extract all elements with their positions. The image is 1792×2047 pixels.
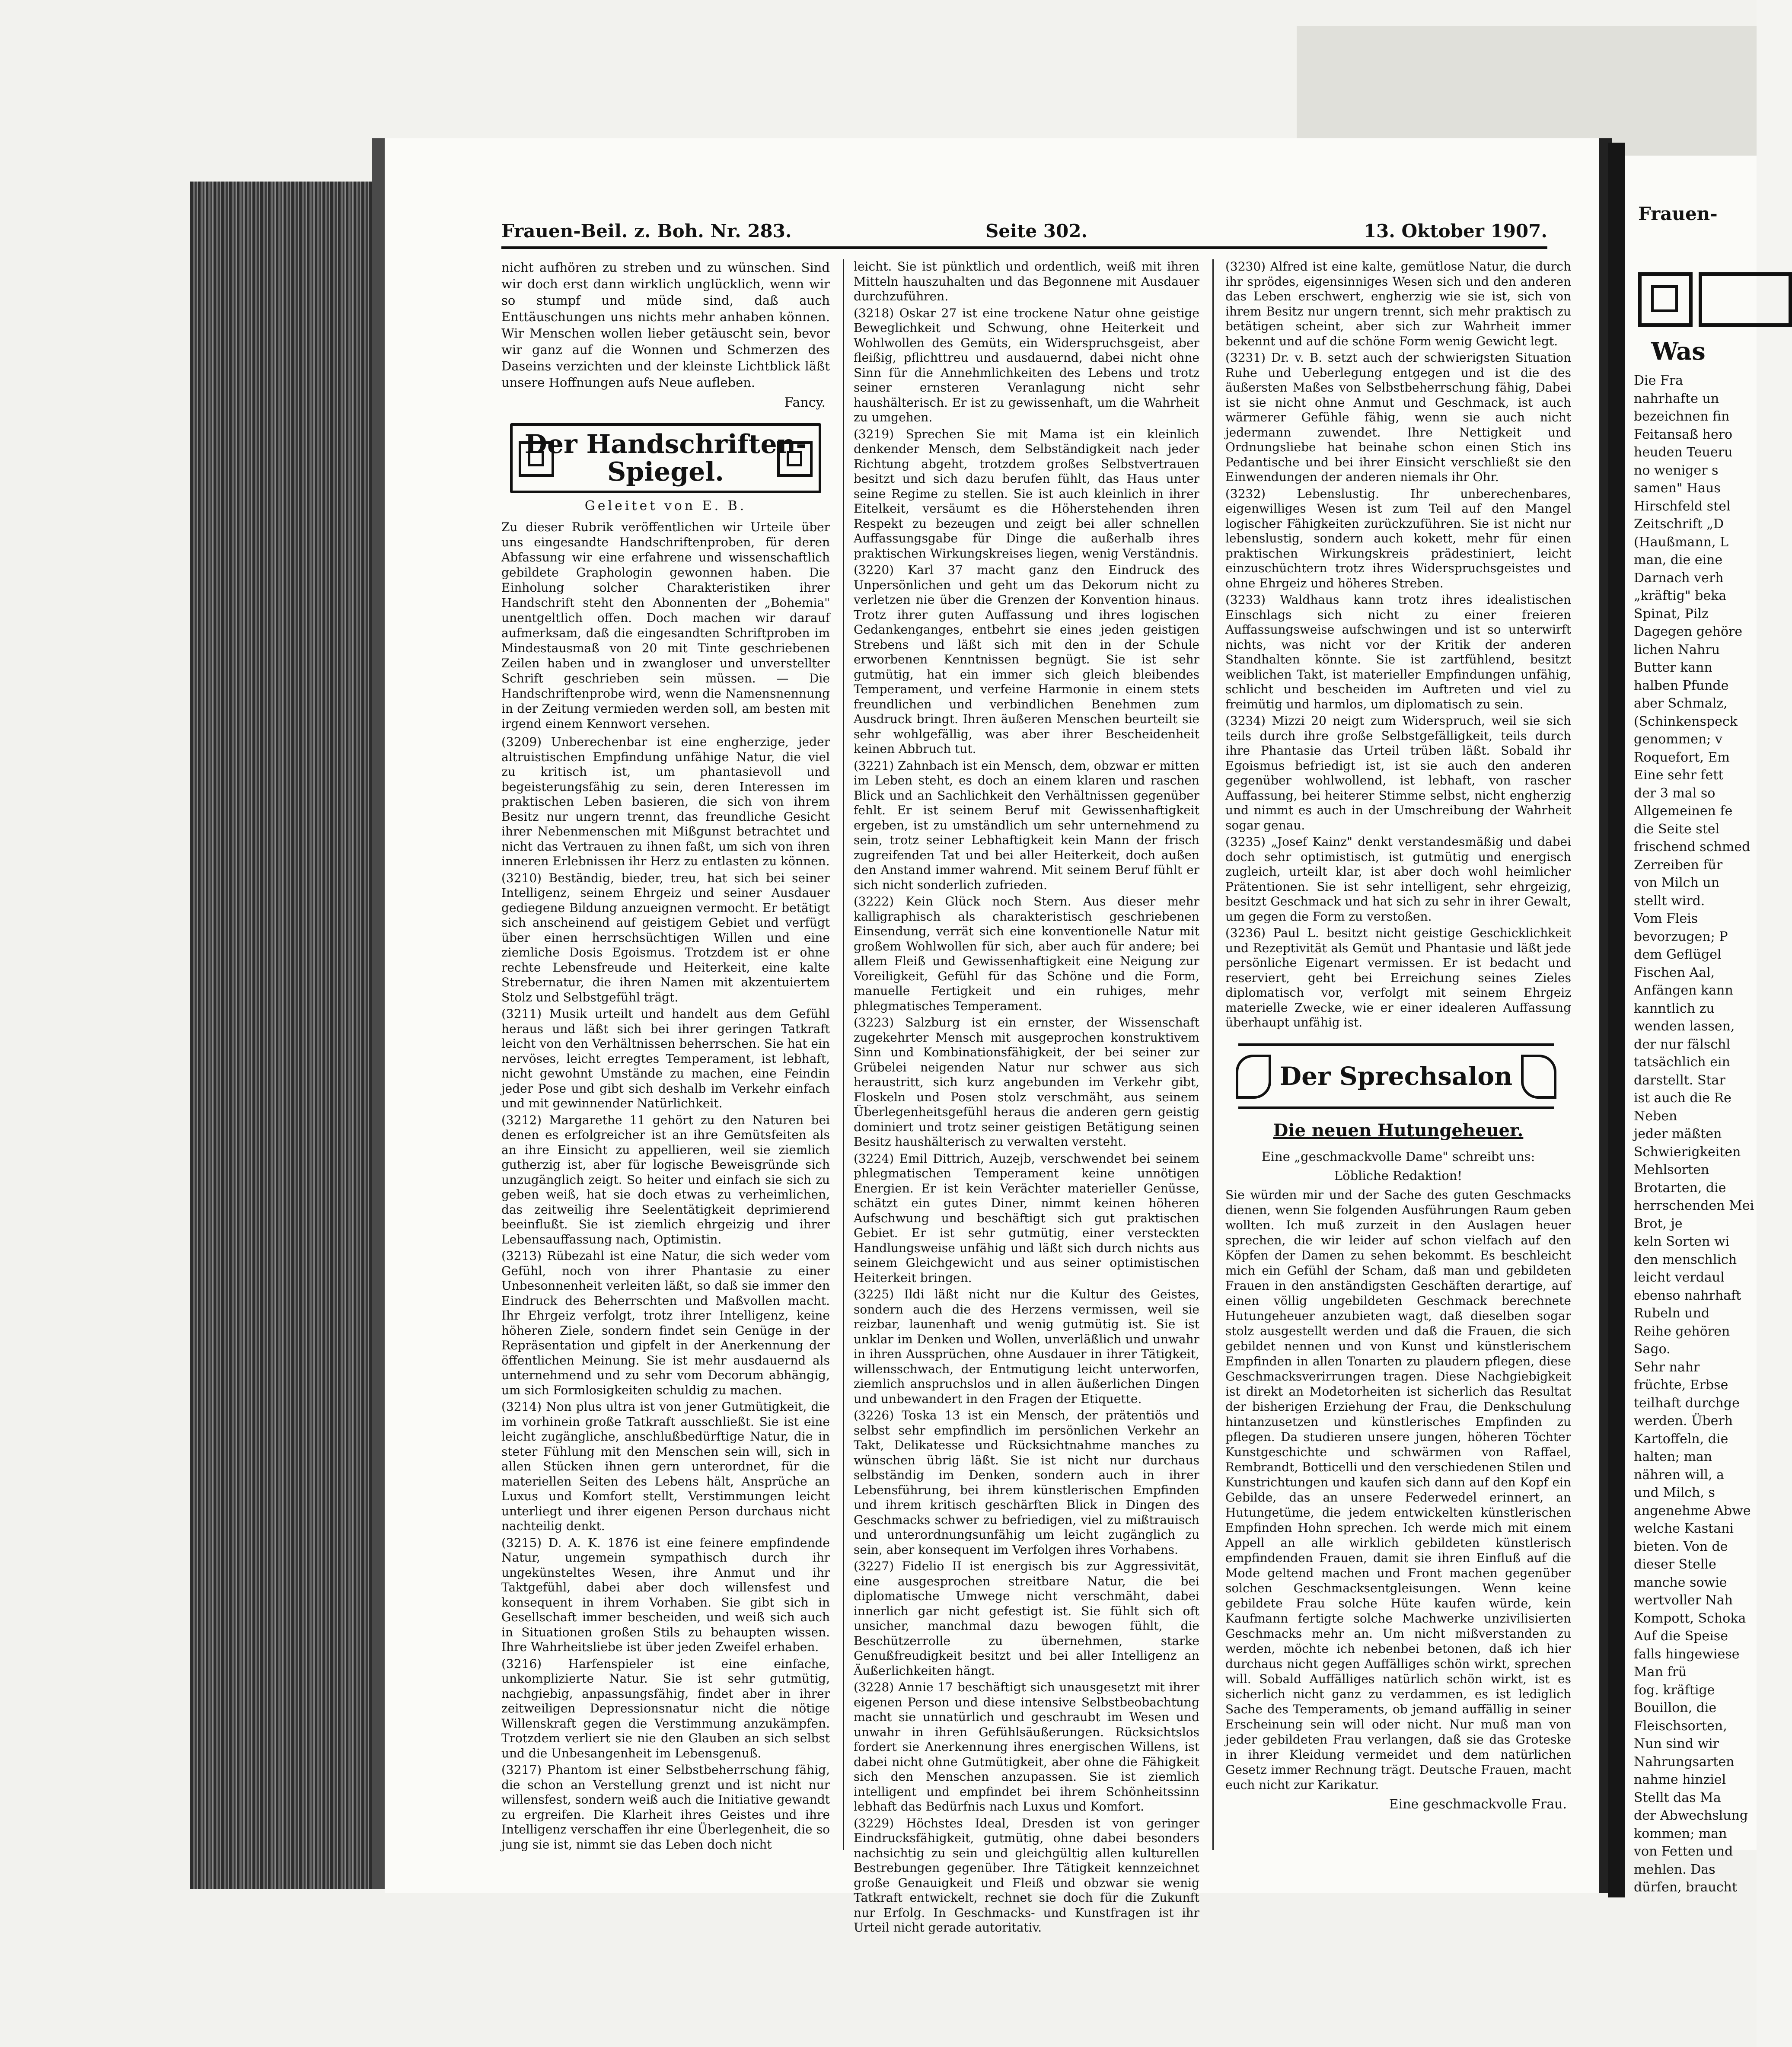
graphology-entry: (3209) Unberechenbar ist eine engherzige, jeder altruistischen Empfindung unfähige Natur, die viel zu kritisch ist, um phantasievoll und begeisterungsfähig zu sein, deren Interessen im praktischen Leben basieren, die sich von ihrem Besitz nur ungern trennt, das freundliche Gesicht ihrer Nebenmenschen mit Mißgunst betrachtet und nicht das Vertrauen zu ihnen faßt, um sich von ihren inneren Erlebnissen ihr Herz zu entlasten zu können. (501, 735, 830, 868)
text-line: Spinat, Pilz (1634, 606, 1709, 622)
graphology-entry: (3231) Dr. v. B. setzt auch der schwierigsten Situation Ruhe und Ueberlegung entgegen und ist die des äußersten Maßes von Selbstbeherrschung fähig, Dabei ist sie nicht ohne Anmut und Geschmack, ist auch wärmerer Gefühle fähig, wenn sie auch nicht jedermann zuwendet. Ihre Nettigkeit und Ordnungsliebe hat beinahe schon einen Stich ins Pedantische und bei ihrer Einsicht verschließt sie den Einwendungen der anderen niemals ihr Ohr. (1225, 351, 1571, 484)
ornament-icon (519, 441, 554, 477)
text-line: Brot, je (1634, 1216, 1683, 1231)
graphology-entry: (3228) Annie 17 beschäftigt sich unausgesetzt mit ihrer eigenen Person und diese intensive Selbstbeobachtung macht sie unnatürlich und geschraubt im Wesen und unwahr in ihren Gefühlsäußerungen. Rücksichtslos fordert sie Anerkennung ihres energischen Willens, ist dabei nicht ohne Gutmütigkeit, aber ohne die Fähigkeit sich den Menschen anzupassen. Sie ist ziemlich intelligent und empfindet bei ihrem Schönheitssinn lebhaft das Bedürfnis nach Luxus und Komfort. (854, 1680, 1199, 1814)
column-3 (1225, 259, 1571, 1891)
graphology-entry: (3226) Toska 13 ist ein Mensch, der prätentiös und selbst sehr empfindlich im persönlichen Verkehr an Takt, Delikatesse und Rücksichtnahme manches zu wünschen übrig läßt. Sie ist nicht nur durchaus selbständig im Denken, sondern auch in ihrer Lebensführung, bei ihrem künstlerischen Empfinden und ihrem kritisch geschärften Blick in Dingen des Geschmacks schwer zu befriedigen, viel zu mißtrauisch und unterordnungsunfähig um leicht zugänglich zu sein, aber konsequent im Verfolgen ihres Vorhabens. (854, 1408, 1199, 1557)
text-line: dem Geflügel (1634, 947, 1722, 962)
graphology-entry: (3225) Ildi läßt nicht nur die Kultur des Geistes, sondern auch die des Herzens vermissen, weil sie reizbar, launenhaft und wenig gutmütig ist. Sie ist unklar im Denken und Wollen, unverläßlich und unwahr in ihren Aussprüchen, ohne Ausdauer in ihrer Tätigkeit, willensschwach, der Entmutigung leicht unterworfen, ziemlich anspruchslos und in allen äußerlichen Dingen und unbewandert in den Fragen der Etiquette. (854, 1287, 1199, 1406)
sprechsalon-heading: Der Sprechsalon (1279, 1061, 1513, 1091)
graphology-entry: (3218) Oskar 27 ist eine trockene Natur ohne geistige Beweglichkeit und Schwung, ohne Heiterkeit und Wohlwollen des Gemüts, ein Widerspruchsgeist, aber fleißig, pflichttreu und ausdauernd, dabei nicht ohne Sinn für die Annehmlichkeiten des Lebens und trotz seiner ernsteren Veranlagung nicht sehr haushälterisch. Er ist zu gewissenhaft, um die Wahrheit zu umgehen. (854, 306, 1199, 424)
text-line: (Schinkenspeck (1634, 714, 1738, 729)
graphology-entry: (3229) Höchstes Ideal, Dresden ist von geringer Eindrucksfähigkeit, gutmütig, ohne dabei besonders nachsichtig zu sein und gleichgültig allen kulturellen Bestrebungen gegenüber. Ihre Tätigkeit kennzeichnet große Genauigkeit und Fleiß und obzwar sie wenig Tatkraft entwickelt, rechnet sie doch für die Zukunft nur Erfolg. In Geschmacks- und Kunstfragen ist ihr Urteil nicht gerade autoritativ. (854, 1816, 1199, 1935)
text-line: heuden Teueru (1634, 445, 1733, 460)
graphology-entry: (3235) „Josef Kainz" denkt verstandesmäßig und dabei doch sehr optimistisch, ist gutmütig und energisch zugleich, urteilt klar, ist aber doch wohl heimlicher Prätentionen. Sie ist sehr intelligent, sehr ehrgeizig, besitzt Geschmack und hat sich zu sehr in ihrer Gewalt, um gegen die Form zu verstoßen. (1225, 835, 1571, 924)
text-line: leicht verdaul (1634, 1270, 1725, 1285)
text-line: bevorzugen; P (1634, 929, 1728, 944)
text-line: lichen Nahru (1634, 642, 1720, 657)
text-line: samen" Haus (1634, 481, 1721, 496)
text-line: der 3 mal so (1634, 785, 1715, 801)
column-1 (501, 259, 830, 1891)
graphology-entry: (3210) Beständig, bieder, treu, hat sich bei seiner Intelligenz, seinem Ehrgeiz und seiner Ausdauer gediegene Bildung anzueignen vermocht. Er betätigt sich anscheinend auf geistigem Gebiet und verfügt über einen herrschsüchtigen Willen und eine ziemliche Dosis Egoismus. Trotzdem ist er ohne rechte Lebensfreude und Heiterkeit, eine kalte Strebernatur, die ihren Namen mit akzentuiertem Stolz und Selbstgefühl trägt. (501, 870, 830, 1004)
graphology-entry: (3215) D. A. K. 1876 ist eine feinere empfindende Natur, ungemein sympathisch durch ihr ungekünsteltes Wesen, ihre Anmut und ihr Taktgefühl, dabei aber doch willensfest und konsequent in ihrem Vorhaben. Sie gibt sich in Gesellschaft immer bescheiden, und weiß sich auch in Situationen großen Stils zu behaupten wissen. Ihre Wahrheitsliebe ist über jeden Zweifel erhaben. (501, 1535, 830, 1654)
article-body: Sie würden mir und der Sache des guten Geschmacks dienen, wenn Sie folgenden Ausführungen Raum geben wollten. Ich muß zurzeit in den Auslagen heuer sprechen, die wir leider auf schon vielfach auf den Köpfen der Damen zu sehen bekommt. Es beschleicht mich ein Gefühl der Scham, daß man und gebildeten Frauen in den anständigsten Geschäften derartige, auf einen völlig ungebildeten Geschmack berechnete Hutungeheuer anzubieten wagt, daß dieselben sogar stolz ausgestellt werden und daß die Frauen, die sich gebildet nennen und von Kunst und künstlerischem Empfinden in allen Tonarten zu plaudern pflegen, diese Geschmacksverirrungen tragen. Diese Nachgiebigkeit ist direkt an Modetorheiten ist sicherlich das Resultat der bisherigen Erziehung der Frau, die Denkschulung hintanzusetzen und künstlerisches Empfinden zu pflegen. Da studieren unsere jungen, höheren Töchter Kunstgeschichte und schwärmen von Raffael, Rembrandt, Botticelli und den verschiedenen Stilen und Kunstrichtungen und kaufen sich dann auf den Kopf ein Gebilde, das an unsere Federwedel erinnert, an Hutungetüme, die jedem entwickelten künstlerischen Empfinden Hohn sprechen. Ich werde mich mit einem Appell an alle wirklich gebildeten künstlerisch empfindenden Frauen, damit sie ihren Einfluß auf die Mode geltend machen und Front machen gegenüber solchen Geschmacksentgleisungen. Wenn keine gebildete Frau solche Hüte kaufen würde, kein Kaufmann fertigte solche Machwerke unzivilisierten Geschmacks mehr an. Um nicht mißverstanden zu werden, möchte ich nebenbei betonen, daß ich hier durchaus nicht gegen Auffälliges schön wirkt, sprechen will. Sobald Auffälliges natürlich schön wirkt, ist es sicherlich nicht ganz zu verdammen, es ist lediglich Sache des Temperaments, ob jemand auffällig in seiner Erscheinung sein will oder nicht. Nur muß man von jeder gebildeten Frau verlangen, daß sie das Groteske in ihrer Kleidung vermeidet und dem natürlichen Gesetz immer Rechnung trägt. Deutsche Frauen, macht euch nicht zur Karikatur. (1225, 1187, 1571, 1792)
book-binding-edge (190, 182, 380, 1889)
text-line: falls hingewiese (1634, 1646, 1740, 1662)
author-signature: Fancy. (784, 395, 826, 410)
graphology-entry: (3221) Zahnbach ist ein Mensch, dem, obzwar er mitten im Leben steht, es doch an einem klaren und raschen Blick und an Sachlichkeit den Verhältnissen gegenüber fehlt. Er ist seinem Beruf mit Gewissenhaftigkeit ergeben, ist zu umständlich um sehr unternehmend zu sein, trotz seiner Lebhaftigkeit kein Mann der frisch zugreifenden Tat und bei aller Heiterkeit, doch außen den Anstand immer wahrend. Mit seinem Beruf fühlt er sich nicht sonderlich zufrieden. (854, 758, 1199, 892)
graphology-entry: (3236) Paul L. besitzt nicht geistige Geschicklichkeit und Rezeptivität als Gemüt und Phantasie und läßt jede persönliche Eigenart vermissen. Er ist bedacht und reserviert, geht bei Erreichung seines Zieles diplomatisch vor, verfolgt mit seinem Ehrgeiz materielle Zwecke, wie er einer idealeren Auffassung überhaupt unfähig ist. (1225, 926, 1571, 1030)
text-line: Sago. (1634, 1342, 1671, 1357)
text-line: kommen; man (1634, 1826, 1727, 1841)
graphology-entry: (3219) Sprechen Sie mit Mama ist ein kleinlich denkender Mensch, dem Selbständigkeit nach jeder Richtung abgeht, trotzdem großes Selbstvertrauen besitzt und sich dazu berufen fühlt, das Haus unter seine Regime zu stellen. Sie ist auch kleinlich in ihrer Eitelkeit, versäumt es die Höherstehenden ihren Respekt zu bezeugen und zeigt bei aller schnellen Auffassungsgabe für Dinge die außerhalb ihres praktischen Wirkungskreises liegen, wenig Verständnis. (854, 427, 1199, 561)
intro-paragraph: nicht aufhören zu streben und zu wünschen. Sind wir doch erst dann wirklich unglücklich, wenn wir so stumpf und müde sind, daß auch Enttäuschungen uns nichts mehr anhaben können. Wir Menschen wollen lieber getäuscht sein, bevor wir ganz auf die Wonnen und Schmerzen des Daseins verzichten und der kleinste Lichtblick läßt unsere Hoffnungen aufs Neue aufleben. (501, 260, 830, 390)
article-title: Die neuen Hutungeheuer. (1273, 1120, 1524, 1141)
text-line: Roquefort, Em (1634, 749, 1730, 765)
text-line: Anfängen kann (1634, 983, 1733, 998)
adjacent-page (1625, 156, 1757, 1895)
text-line: Kartoffeln, die (1634, 1431, 1728, 1447)
text-line: dieser Stelle (1634, 1557, 1716, 1572)
text-line: (Haußmann, L (1634, 534, 1729, 550)
graphology-entry: (3211) Musik urteilt und handelt aus dem Gefühl heraus und läßt sich bei ihrer geringen Tatkraft leicht von den Verhältnissen beherrschen. Sie hat ein nervöses, leicht erregtes Temperament, ist lebhaft, nicht gewohnt Umstände zu machen, eine Feindin jeder Pose und gibt sich deshalb im Verkehr einfach und mit gewinnender Natürlichkeit. (501, 1007, 830, 1110)
text-line: ist auch die Re (1634, 1090, 1731, 1106)
text-line: der Abwechslung (1634, 1808, 1748, 1823)
text-line: werden. Überh (1634, 1413, 1733, 1428)
text-line: Auf die Speise (1634, 1629, 1728, 1644)
text-line: Butter kann (1634, 660, 1712, 675)
text-line: Nun sind wir (1634, 1736, 1719, 1751)
graphology-entry: (3222) Kein Glück noch Stern. Aus dieser mehr kalligraphisch als charakteristisch geschriebenen Einsendung, verrät sich eine konventionelle Natur mit großem Wohlwollen für sich, aber auch für andere; bei allem Fleiß und Gewissenhaftigkeit eine Neigung zur Voreiligkeit, Gefühl für das Schöne und die Form, manuelle Fertigkeit und ein ruhiges, mehr phlegmatisches Temperament. (854, 894, 1199, 1013)
page-spine (1608, 143, 1625, 1897)
text-line: stellt wird. (1634, 893, 1705, 909)
text-line: den menschlich (1634, 1252, 1737, 1267)
graphology-entry: (3224) Emil Dittrich, Auzejb, verschwendet bei seinem phlegmatischen Temperament keine unnötigen Energien. Er ist kein Verächter materieller Genüsse, schätzt ein gutes Diner, nimmt keinen höheren Aufschwung und beschäftigt sich gut praktischen Gebiet. Er ist sehr gutmütig, einer versteckten Handlungsweise unfähig und läßt sich durch nichts aus seinem Gleichgewicht und aus seiner optimistischen Heiterkeit bringen. (854, 1151, 1199, 1285)
text-line: aber Schmalz, (1634, 696, 1728, 711)
text-line: mehlen. Das (1634, 1862, 1715, 1877)
text-line: manche sowie (1634, 1575, 1727, 1590)
text-line: Darnach verh (1634, 570, 1724, 586)
text-line: Zerreiben für (1634, 857, 1723, 873)
column-rule (1212, 259, 1214, 1850)
text-line: kanntlich zu (1634, 1001, 1715, 1016)
text-line: früchte, Erbse (1634, 1377, 1728, 1393)
text-line: und Milch, s (1634, 1485, 1715, 1500)
section-byline: Geleitet von E. B. (584, 498, 747, 513)
adjacent-page-header: Frauen- (1638, 203, 1718, 224)
graphology-entry: (3232) Lebenslustig. Ihr unberechenbares, eigenwilliges Wesen ist zum Teil auf den Mangel logischer Fähigkeiten zurückzuführen. Sie ist nicht nur lebenslustig, sondern auch kokett, mehr für einen praktischen Wirkungskreis prädestiniert, leicht einzuschüchtern trotz ihres Widerspruchsgeistes und ohne Ehrgeiz und höheres Streben. (1225, 486, 1571, 590)
ornament-icon (1236, 1055, 1271, 1099)
article-intro: Eine „geschmackvolle Dame" schreibt uns: (1261, 1149, 1535, 1164)
article-signature: Eine geschmackvolle Frau. (1389, 1796, 1567, 1812)
text-line: nahme hinziel (1634, 1772, 1726, 1787)
text-line: Allgemeinen fe (1634, 803, 1733, 819)
text-line: man, die eine (1634, 552, 1723, 568)
text-line: Vom Fleis (1634, 911, 1698, 926)
text-line: die Seite stel (1634, 821, 1720, 837)
text-line: Feitansaß hero (1634, 427, 1733, 442)
text-line: no weniger s (1634, 462, 1719, 478)
column-2 (854, 259, 1199, 1935)
entry-list (501, 735, 830, 1852)
text-line: Sehr nahr (1634, 1359, 1700, 1375)
section-heading: Der Handschriften-Spiegel. (524, 429, 807, 487)
text-line: tatsächlich ein (1634, 1055, 1730, 1070)
text-line: Stellt das Ma (1634, 1790, 1721, 1805)
ornament-icon (1699, 272, 1792, 327)
text-line: teilhaft durchge (1634, 1395, 1740, 1411)
text-line: Eine sehr fett (1634, 768, 1724, 783)
entry-list (1225, 259, 1571, 1030)
column-rule (843, 259, 844, 1850)
text-line: bezeichnen fin (1634, 409, 1730, 424)
ornament-icon (1521, 1055, 1556, 1099)
graphology-entry: (3234) Mizzi 20 neigt zum Widerspruch, weil sie sich teils durch ihre große Selbstgefälligkeit, teils durch ihre Phantasie das Urteil trüben läßt. Sobald ihr Egoismus befriedigt ist, ist sie auch den anderen gegenüber wohlwollend, ist lebhaft, von rascher Auffassung, bei heiterer Stimme selbst, nicht engherzig und nimmt es auch in der Umschreibung der Wahrheit sogar genau. (1225, 714, 1571, 832)
graphology-entry: (3233) Waldhaus kann trotz ihres idealistischen Einschlags sich nicht zu einer freieren Auffassungsweise aufschwingen und ist so unterwirft nichts, was nicht vor der Kritik der anderen Standhalten könnte. Sie ist zartfühlend, besitzt weiblichen Takt, ist materieller Empfindungen unfähig, schlicht und bescheiden im Auftreten und viel zu freimütig und harmlos, um diplomatisch zu sein. (1225, 593, 1571, 711)
text-line: dürfen, braucht (1634, 1880, 1738, 1895)
entry-list (854, 259, 1199, 1935)
text-line: Dagegen gehöre (1634, 624, 1743, 639)
text-line: Neben (1634, 1108, 1677, 1124)
text-line: der nur fälschl (1634, 1036, 1731, 1052)
text-line: Rubeln und (1634, 1306, 1710, 1321)
text-line: Kompott, Schoka (1634, 1610, 1746, 1626)
text-line: „kräftig" beka (1634, 588, 1727, 603)
adjacent-page-title: Was (1651, 337, 1706, 366)
graphology-entry: (3230) Alfred ist eine kalte, gemütlose Natur, die durch ihr sprödes, eigensinniges Wesen sich und den anderen das Leben erschwert, engherzig wie sie ist, sich von ihrem Besitz nur ungern trennt, sich mehr praktisch zu betätigen scheint, aber sich zur Wahrheit immer bekennt und auf die schöne Form wenig Gewicht legt. (1225, 259, 1571, 348)
text-line: fog. kräftige (1634, 1682, 1715, 1698)
text-line: keln Sorten wi (1634, 1234, 1730, 1249)
adjacent-page-text (1634, 372, 1755, 1897)
text-line: Brotarten, die (1634, 1180, 1726, 1196)
graphology-entry: (3213) Rübezahl ist eine Natur, die sich weder vom Gefühl, noch von ihrer Phantasie zu einer Unbesonnenheit verleiten läßt, so daß sie immer den Eindruck des Beherrschten und Maßvollen macht. Ihr Ehrgeiz verfolgt, trotz ihrer Intelligenz, keine höheren Ziele, sondern findet sein Genüge in der Repräsentation und gipfelt in der Anerkennung der öffentlichen Meinung. Sie ist mehr ausdauernd als unternehmend und zu sehr vom Decorum abhängig, um sich Formlosigkeiten schuldig zu machen. (501, 1249, 830, 1397)
header-publication: Frauen-Beil. z. Boh. Nr. 283. (501, 220, 792, 242)
text-line: nähren will, a (1634, 1467, 1724, 1483)
text-line: Zeitschrift „D (1634, 517, 1724, 532)
ornament-icon (777, 441, 813, 477)
graphology-entry: (3220) Karl 37 macht ganz den Eindruck des Unpersönlichen und geht um das Dekorum nicht zu verletzen nie über die Grenzen der Konvention hinaus. Trotz ihrer guten Auffassung und ihres logischen Gedankenganges, entbehrt sie eines jeden geistigen Strebens und läßt sich mit den in der Schule erworbenen Kenntnissen begnügt. Sie ist sehr gutmütig, hat ein immer sich gleich bleibendes Temperament, und verfeine Harmonie in einem stets freundlichen und verbindlichen Benehmen zum Ausdruck bringt. Ihren äußeren Menschen beurteilt sie sehr wohlgefällig, was aber ihrer Bescheidenheit keinen Abbruch tut. (854, 563, 1199, 756)
text-line: Reihe gehören (1634, 1323, 1730, 1339)
text-line: Nahrungsarten (1634, 1754, 1735, 1770)
text-line: herrschenden Mei (1634, 1198, 1754, 1213)
header-page-number: Seite 302. (985, 220, 1088, 242)
graphology-entry: (3223) Salzburg ist ein ernster, der Wissenschaft zugekehrter Mensch mit ausgeprochen konstruktivem Sinn und Kombinationsfähigkeit, der bei seiner zur Grübelei neigenden Natur nur schwer aus sich heraustritt, sich kurz angebunden im Verkehr gibt, Floskeln und Posen stolz verschmäht, aus seinem Überlegenheitsgefühl heraus die anderen gern geistig dominiert und trotz seiner geistigen Betätigung seinen Besitz haushälterisch zu verwalten versteht. (854, 1015, 1199, 1149)
graphology-entry: (3212) Margarethe 11 gehört zu den Naturen bei denen es erfolgreicher ist an ihre Gemütsfeiten als an ihre Einsicht zu appellieren, weil sie ziemlich gutherzig ist, aber für logische Beweisgründe sich unzugänglich zeigt. So heiter und einfach sie sich zu geben weiß, hat sie doch etwas zu verheimlichen, das zeitweilig ihre Seelentätigkeit deprimierend beeinflußt. Sie ist ziemlich ehrgeizig und ihrer Lebensauffassung nach, Optimistin. (501, 1113, 830, 1247)
text-line: ebenso nahrhaft (1634, 1288, 1741, 1303)
text-line: wenden lassen, (1634, 1019, 1735, 1034)
rubric-rules: Zu dieser Rubrik veröffentlichen wir Urteile über uns eingesandte Handschriftenproben, für deren Abfassung wir eine erfahrene und wissenschaftlich gebildete Graphologin gewonnen haben. Die Einholung solcher Charakteristiken ihrer Handschrift steht den Abonnenten der „Bohemia" unentgeltlich offen. Doch machen wir darauf aufmerksam, daß die eingesandten Schriftproben im Mindestausmaß von 20 mit Tinte geschriebenen Zeilen haben und in zwangloser und unverstellter Schrift geschrieben sein müssen. — Die Handschriftenprobe wird, wenn die Namensnennung in der Zeitung vermieden werden soll, am besten mit irgend einem Kennwort versehen. (501, 520, 830, 731)
text-line: Man frü (1634, 1664, 1687, 1680)
header-date: 13. Oktober 1907. (1363, 220, 1547, 242)
text-line: Fischen Aal, (1634, 965, 1715, 980)
graphology-entry: leicht. Sie ist pünktlich und ordentlich, weiß mit ihren Mitteln hauszuhalten und das Begonnene mit Ausdauer durchzuführen. (854, 259, 1199, 303)
article-salutation: Löbliche Redaktion! (1334, 1168, 1463, 1183)
text-line: von Milch un (1634, 875, 1720, 890)
text-line: genommen; v (1634, 732, 1722, 747)
text-line: von Fetten und (1634, 1844, 1733, 1859)
graphology-entry: (3227) Fidelio II ist energisch bis zur Aggressivität, eine ausgesprochen streitbare Natur, die bei diplomatische Umwege nicht verschmäht, dabei innerlich gar nicht gefestigt ist. Sie fühlt sich oft unsicher, manchmal dazu bewogen fühlt, die Beschützerrolle zu übernehmen, starke Genußfreudigkeit besitzt und bei aller Intelligenz an Äußerlichkeiten hängt. (854, 1559, 1199, 1678)
text-line: halten; man (1634, 1449, 1712, 1464)
text-line: Die Fra (1634, 373, 1683, 388)
text-line: Bouillon, die (1634, 1700, 1717, 1715)
text-line: wertvoller Nah (1634, 1593, 1733, 1608)
sprechsalon-heading-box (1238, 1043, 1554, 1109)
text-line: angenehme Abwe (1634, 1503, 1751, 1518)
page-header (501, 216, 1547, 249)
text-line: Hirschfeld stel (1634, 498, 1731, 514)
graphology-entry: (3216) Harfenspieler ist eine einfache, unkomplizierte Natur. Sie ist sehr gutmütig, nachgiebig, anpassungsfähig, findet aber in ihrer zeitweiligen Depressionsnatur nicht die nötige Willenskraft gegen die Verstimmung anzukämpfen. Trotzdem verliert sie nie den Glauben an sich selbst und die Unbesangenheit im Lebensgenuß. (501, 1656, 830, 1760)
graphology-entry: (3214) Non plus ultra ist von jener Gutmütigkeit, die im vorhinein große Tatkraft ausschließt. Sie ist eine leicht zugängliche, anschlußbedürftige Natur, die in steter Fühlung mit den Menschen sein will, sich in allen Stücken ihnen gern unterordnet, für die materiellen Seiten des Lebens hält, Ansprüche an Luxus und Komfort stellt, Verstimmungen leicht unterliegt und ihrer eigenen Person durchaus nicht nachteilig denkt. (501, 1400, 830, 1533)
text-line: Fleischsorten, (1634, 1718, 1727, 1734)
text-line: jeder mäßten (1634, 1126, 1722, 1141)
graphology-entry: (3217) Phantom ist einer Selbstbeherrschung fähig, die schon an Verstellung grenzt und ist nicht nur willensfest, sondern weiß auch die Initiative gewandt zu ergreifen. Die Klarheit ihres Geistes und ihre Intelligenz verschaffen ihr eine Überlegenheit, die so jung sie ist, nimmt sie das Leben doch nicht (501, 1763, 830, 1852)
text-line: bieten. Von de (1634, 1539, 1728, 1554)
section-heading-box (510, 423, 821, 493)
text-line: Mehlsorten (1634, 1162, 1709, 1177)
text-line: darstellt. Star (1634, 1072, 1725, 1088)
text-line: welche Kastani (1634, 1521, 1734, 1536)
text-line: halben Pfunde (1634, 678, 1729, 693)
text-line: nahrhafte un (1634, 391, 1719, 406)
text-line: Schwierigkeiten (1634, 1144, 1741, 1160)
text-line: frischend schmed (1634, 839, 1751, 855)
ornament-icon (1638, 272, 1693, 327)
